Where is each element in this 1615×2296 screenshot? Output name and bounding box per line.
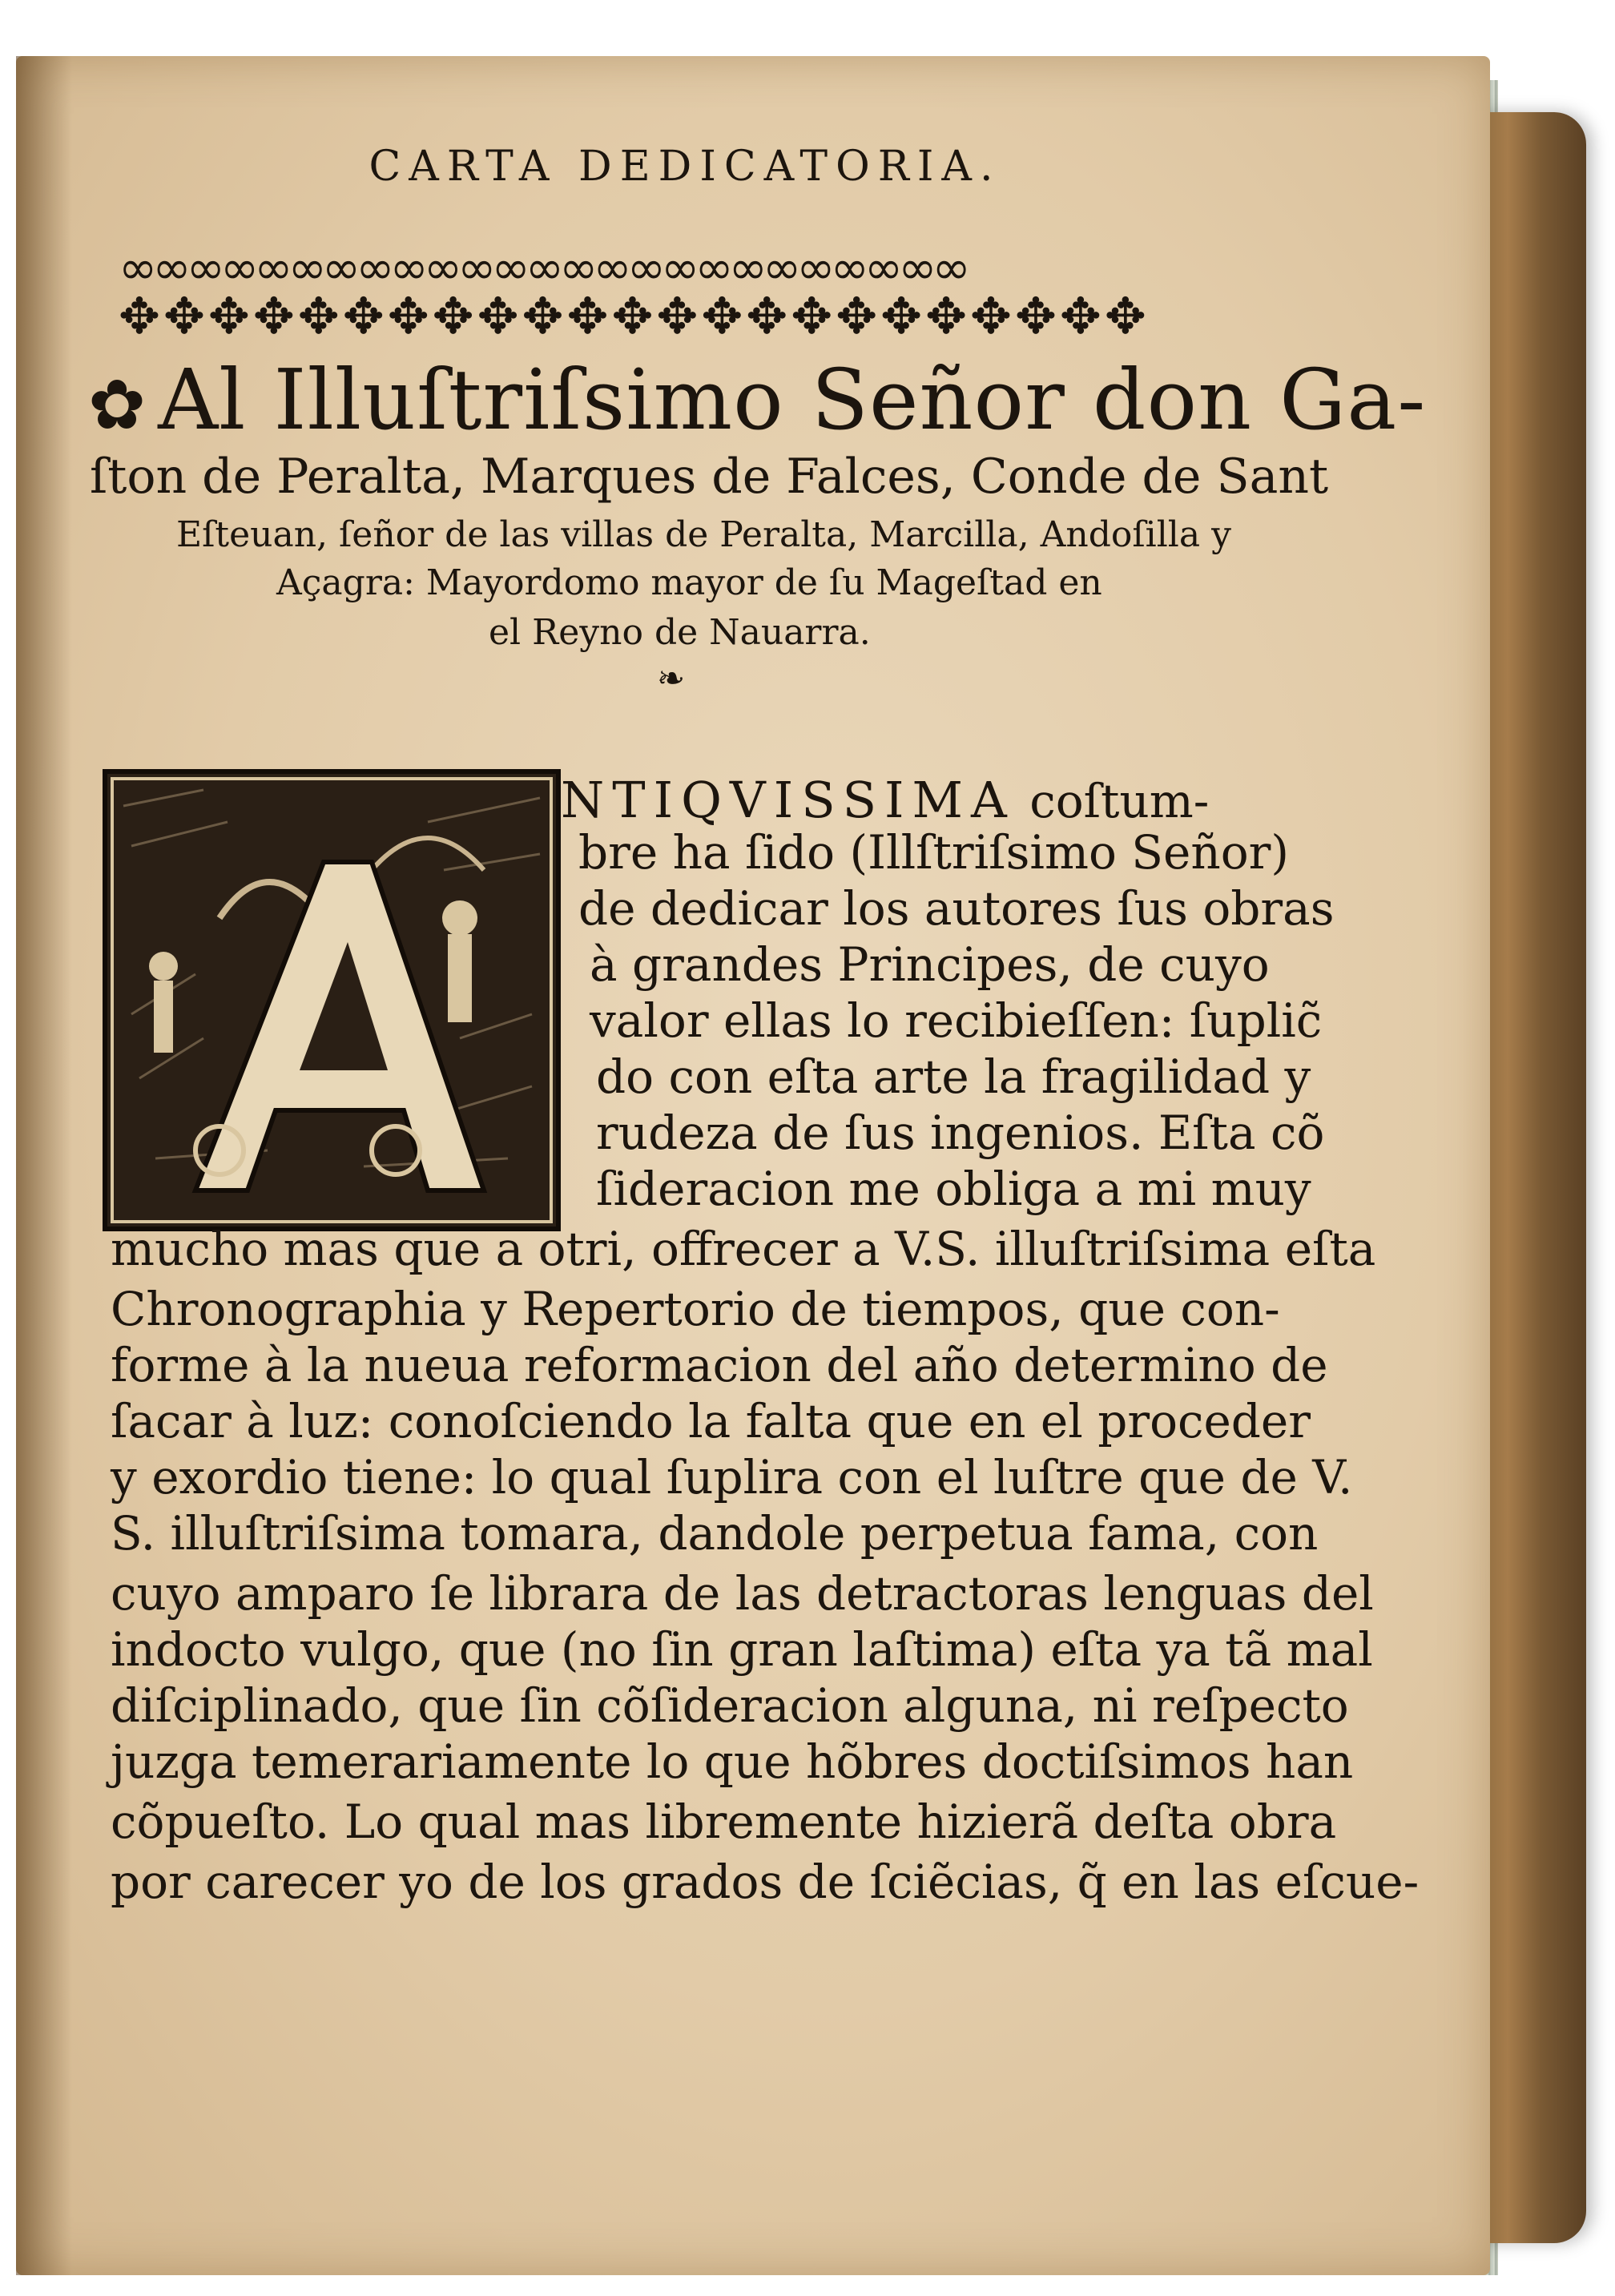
body-line-2: bre ha ſido (Illſtriſsimo Señor) bbox=[578, 825, 1289, 880]
flower-ornament-icon: ✿ bbox=[88, 365, 147, 445]
body-line-1-rest: coſtum- bbox=[1029, 774, 1210, 828]
body-line-3: de dedicar los autores ſus obras bbox=[578, 881, 1335, 936]
chain-ornament-band: ∞∞∞∞∞∞∞∞∞∞∞∞∞∞∞∞∞∞∞∞∞∞∞∞∞ bbox=[119, 240, 966, 295]
dedication-title-line-2: ſton de Peralta, Marques de Falces, Conde de Sant bbox=[90, 449, 1329, 505]
body-line-20: por carecer yo de los grados de ſciẽcias, q̃ en las eſcue- bbox=[111, 1855, 1420, 1909]
body-line-14: S. illuſtriſsima tomara, dandole perpetua fama, con bbox=[111, 1506, 1319, 1561]
body-line-7: rudeza de ſus ingenios. Eſta cõ bbox=[596, 1106, 1325, 1160]
hedera-mark-icon: ❧ bbox=[657, 659, 686, 698]
body-line-6: do con eſta arte la fragilidad y bbox=[596, 1049, 1311, 1104]
body-line-17: diſciplinado, que ſin cõſideracion alguna, ni reſpecto bbox=[111, 1678, 1349, 1733]
body-line-16: indocto vulgo, que (no ſin gran laſtima) eſta ya tã mal bbox=[111, 1622, 1373, 1677]
title-text-1: Al Illuſtriſsimo Señor don Ga- bbox=[158, 351, 1427, 449]
body-line-10: Chronographia y Repertorio de tiempos, que con- bbox=[111, 1282, 1280, 1336]
body-line-8: ſideracion me obliga a mi muy bbox=[596, 1162, 1311, 1216]
dedication-title-line-5: el Reyno de Nauarra. bbox=[489, 612, 871, 653]
opening-word: NTIQVISSIMA bbox=[561, 771, 1015, 829]
body-line-19: cõpueſto. Lo qual mas libremente hizierã deſta obra bbox=[111, 1795, 1337, 1849]
woodcut-illustration bbox=[107, 774, 556, 1227]
running-head: CARTA DEDICATORIA. bbox=[369, 143, 1001, 191]
body-line-5: valor ellas lo recibieſſen: ſuplic̃ bbox=[590, 993, 1323, 1048]
body-line-15: cuyo amparo ſe librara de las detractoras lenguas del bbox=[111, 1566, 1374, 1621]
body-line-9: mucho mas que a otri, offrecer a V.S. illuſtriſsima eſta bbox=[111, 1222, 1376, 1276]
body-line-12: ſacar à luz: conoſciendo la falta que en el proceder bbox=[111, 1394, 1311, 1448]
dedication-title-line-1 bbox=[88, 351, 1426, 449]
body-line-13: y exordio tiene: lo qual ſuplira con el luſtre que de V. bbox=[111, 1450, 1353, 1504]
body-line-11: forme à la nueua reformacion del año determino de bbox=[111, 1338, 1328, 1392]
body-line-1 bbox=[561, 771, 1209, 829]
dedication-title-line-3: Eſteuan, ſeñor de las villas de Peralta, Marcilla, Andoſilla y bbox=[176, 514, 1231, 555]
woodcut-initial-A bbox=[103, 769, 561, 1231]
body-line-4: à grandes Principes, de cuyo bbox=[590, 937, 1270, 992]
dedication-title-line-4: Açagra: Mayordomo mayor de ſu Mageſtad en bbox=[276, 562, 1102, 603]
fleuron-ornament-band: ✥✥✥✥✥✥✥✥✥✥✥✥✥✥✥✥✥✥✥✥✥✥✥ bbox=[119, 287, 1150, 345]
body-line-18: juzga temerariamente lo que hõbres doctiſsimos han bbox=[111, 1734, 1354, 1789]
